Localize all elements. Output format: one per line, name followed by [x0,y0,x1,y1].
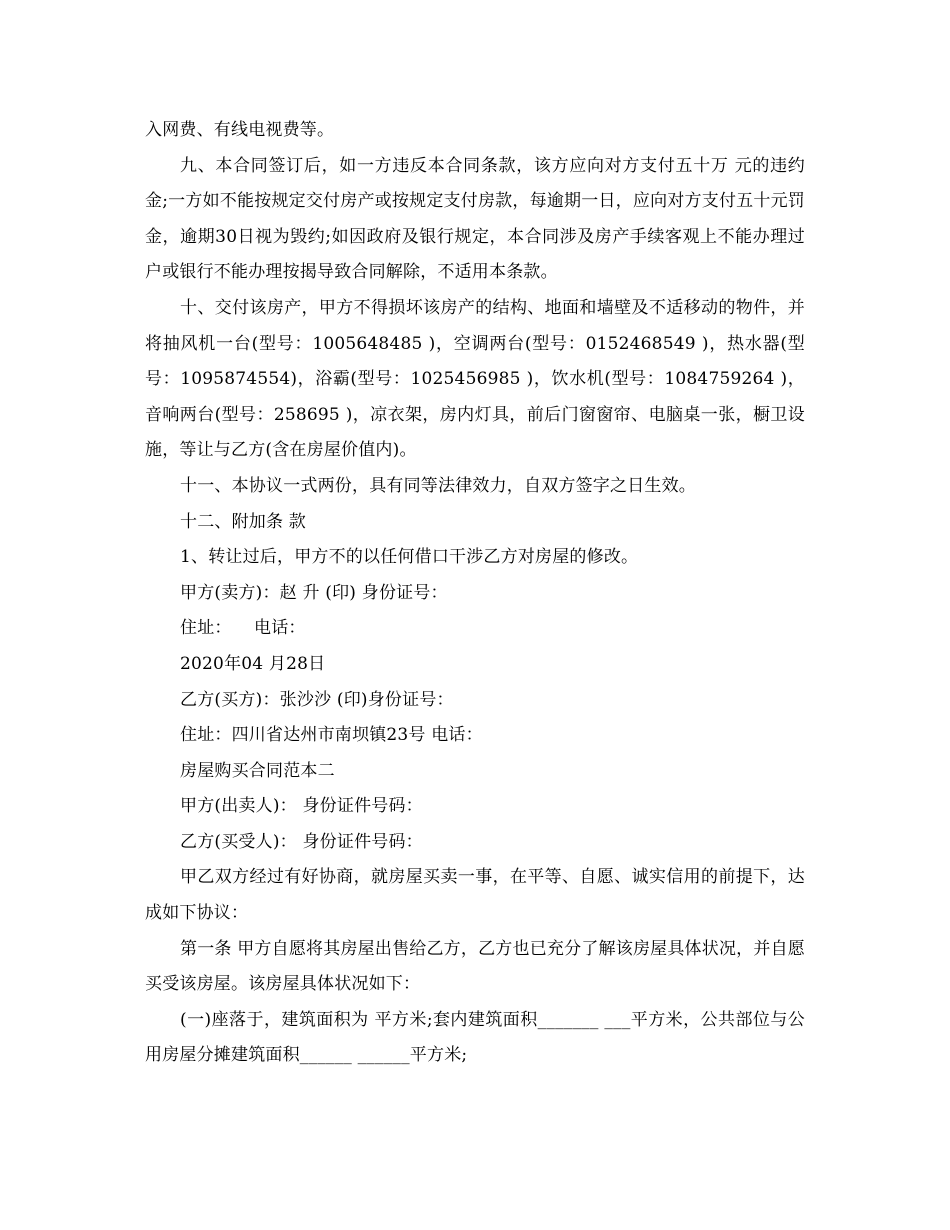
buyer-address-line: 住址：四川省达州市南坝镇23号 电话： [180,725,483,746]
party-a-line: 甲方(出卖人)： 身份证件号码： [180,796,423,817]
seller-address-line: 住址： 电话： [180,618,306,639]
paragraph-article-1: 第一条 甲方自愿将其房屋出售给乙方，乙方也已充分了解该房屋具体状况，并自愿买受该房屋。该房屋具体状况如下： [145,938,805,995]
paragraph-fees-continued: 入网费、有线电视费等。 [145,120,335,140]
paragraph-clause-10: 十、交付该房产，甲方不得损坏该房产的结构、地面和墙壁及不适移动的物件，并将抽风机一台(型号：1005648485 )，空调两台(型号：0152468549 )，热水器(型号：1095874554)，浴霸(型号：1025456985 )，饮水机(型号：1084759264 )，音响两台(型号：258695 )，凉衣架，房内灯具，前后门窗窗帘、电脑桌一张，橱卫设施，等让与乙方(含在房屋价值内)。 [145,297,805,461]
paragraph-additional-term-1: 1、转让过后，甲方不的以任何借口干涉乙方对房屋的修改。 [180,547,639,568]
document-body [145,113,805,1074]
seller-signature-line: 甲方(卖方)：赵 升 (印) 身份证号： [180,582,448,603]
signing-date: 2020年04 月28日 [180,653,326,674]
buyer-signature-line: 乙方(买方)：张沙沙 (印)身份证号： [180,689,454,710]
paragraph-clause-9: 九、本合同签订后，如一方违反本合同条款，该方应向对方支付五十万 元的违约金;一方如不能按规定交付房产或按规定支付房款，每逾期一日，应向对方支付五十元罚金，逾期30日视为毁约;如因政府及银行规定，本合同涉及房产手续客观上不能办理过户或银行不能办理按揭导致合同解除，不适用本条款。 [145,155,805,283]
section-title-template-2: 房屋购买合同范本二 [180,760,335,781]
paragraph-clause-12-heading: 十二、附加条 款 [180,511,307,532]
paragraph-property-location: (一)座落于，建筑面积为 平方米;套内建筑面积_______ ___平方米，公共部位与公用房屋分摊建筑面积______ ______平方米; [145,1009,805,1066]
paragraph-clause-11: 十一、本协议一式两份，具有同等法律效力，自双方签字之日生效。 [180,475,696,496]
paragraph-agreement-intro: 甲乙双方经过有好协商，就房屋买卖一事，在平等、自愿、诚实信用的前提下，达成如下协议： [145,867,805,924]
party-b-line: 乙方(买受人)： 身份证件号码： [180,831,423,852]
